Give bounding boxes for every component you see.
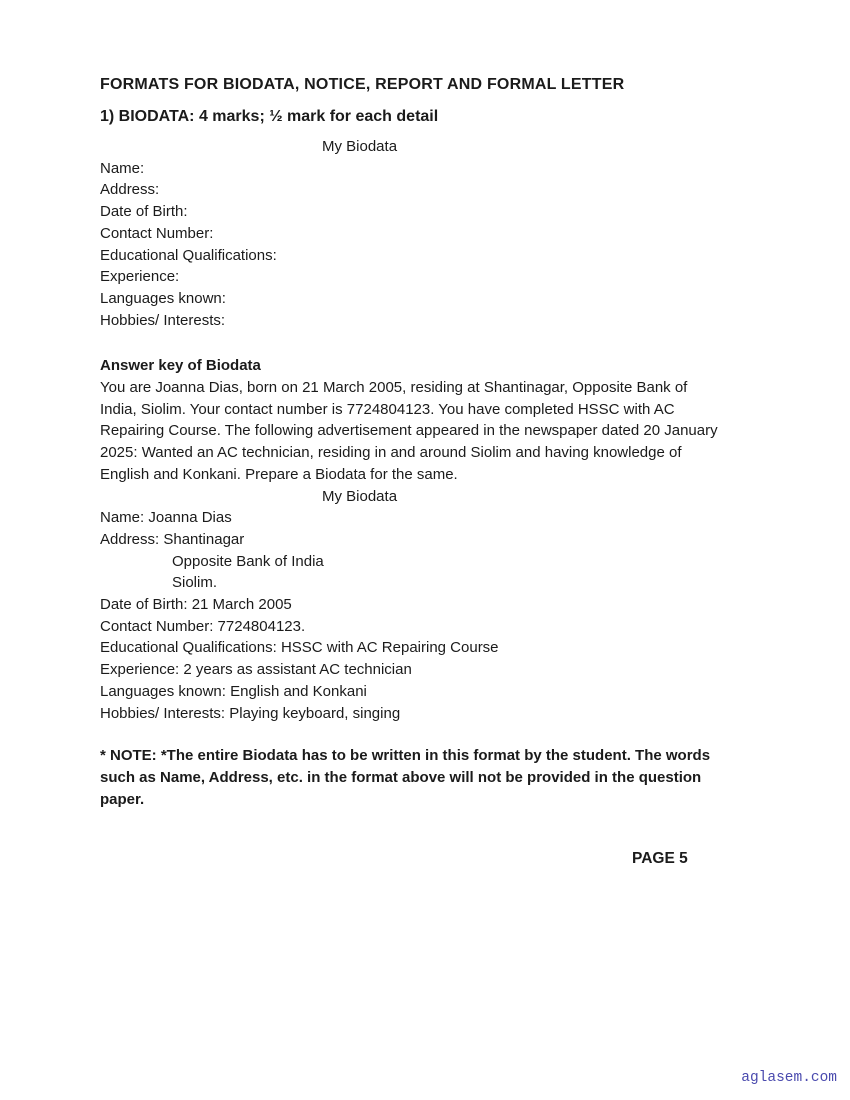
entry-hobbies-interests: Hobbies/ Interests: Playing keyboard, singing	[100, 704, 401, 722]
entry-contact-number: Contact Number: 7724804123.	[100, 617, 306, 635]
entry-date-of-birth: Date of Birth: 21 March 2005	[100, 596, 292, 614]
entry-educational-qualifications: Educational Qualifications: HSSC with AC Repairing Course	[100, 639, 499, 657]
answer-key-heading: Answer key of Biodata	[100, 357, 261, 375]
answer-biodata-heading: My Biodata	[322, 487, 398, 505]
field-name: Name:	[100, 159, 145, 177]
field-experience: Experience:	[100, 268, 180, 286]
question-line: You are Joanna Dias, born on 21 March 2005, residing at Shantinagar, Opposite Bank of	[100, 379, 688, 397]
field-address: Address:	[100, 181, 160, 199]
entry-experience: Experience: 2 years as assistant AC technician	[100, 661, 412, 679]
field-contact-number: Contact Number:	[100, 224, 214, 242]
document-title: FORMATS FOR BIODATA, NOTICE, REPORT AND FORMAL LETTER	[100, 76, 625, 93]
question-line: Repairing Course. The following advertisement appeared in the newspaper dated 20 January	[100, 422, 718, 440]
answer-key-question	[100, 377, 790, 486]
question-line: India, Siolim. Your contact number is 7724804123. You have completed HSSC with AC	[100, 400, 675, 418]
note-block	[100, 745, 790, 810]
document-page	[100, 74, 790, 870]
question-line: 2025: Wanted an AC technician, residing in and around Siolim and having knowledge of	[100, 444, 682, 462]
page-number: PAGE 5	[632, 850, 688, 868]
biodata-format-fields	[100, 158, 790, 332]
biodata-format-heading: My Biodata	[322, 138, 398, 155]
field-hobbies-interests: Hobbies/ Interests:	[100, 311, 226, 329]
answer-biodata-entries	[100, 507, 790, 724]
field-educational-qualifications: Educational Qualifications:	[100, 246, 277, 264]
note-line: such as Name, Address, etc. in the format above will not be provided in the question	[100, 768, 702, 786]
field-languages-known: Languages known:	[100, 289, 226, 307]
note-line: * NOTE: *The entire Biodata has to be written in this format by the student. The words	[100, 747, 711, 765]
entry-languages-known: Languages known: English and Konkani	[100, 682, 367, 700]
entry-address-line2: Opposite Bank of India	[172, 552, 324, 570]
section-heading-biodata: 1) BIODATA: 4 marks; ½ mark for each detail	[100, 108, 439, 125]
field-date-of-birth: Date of Birth:	[100, 203, 188, 221]
watermark-aglasem: aglasem.com	[741, 1070, 837, 1086]
entry-address: Address: Shantinagar	[100, 530, 245, 548]
entry-name: Name: Joanna Dias	[100, 509, 232, 527]
entry-address-line3: Siolim.	[172, 574, 218, 592]
question-line: English and Konkani. Prepare a Biodata for the same.	[100, 465, 458, 483]
note-line: paper.	[100, 790, 145, 808]
